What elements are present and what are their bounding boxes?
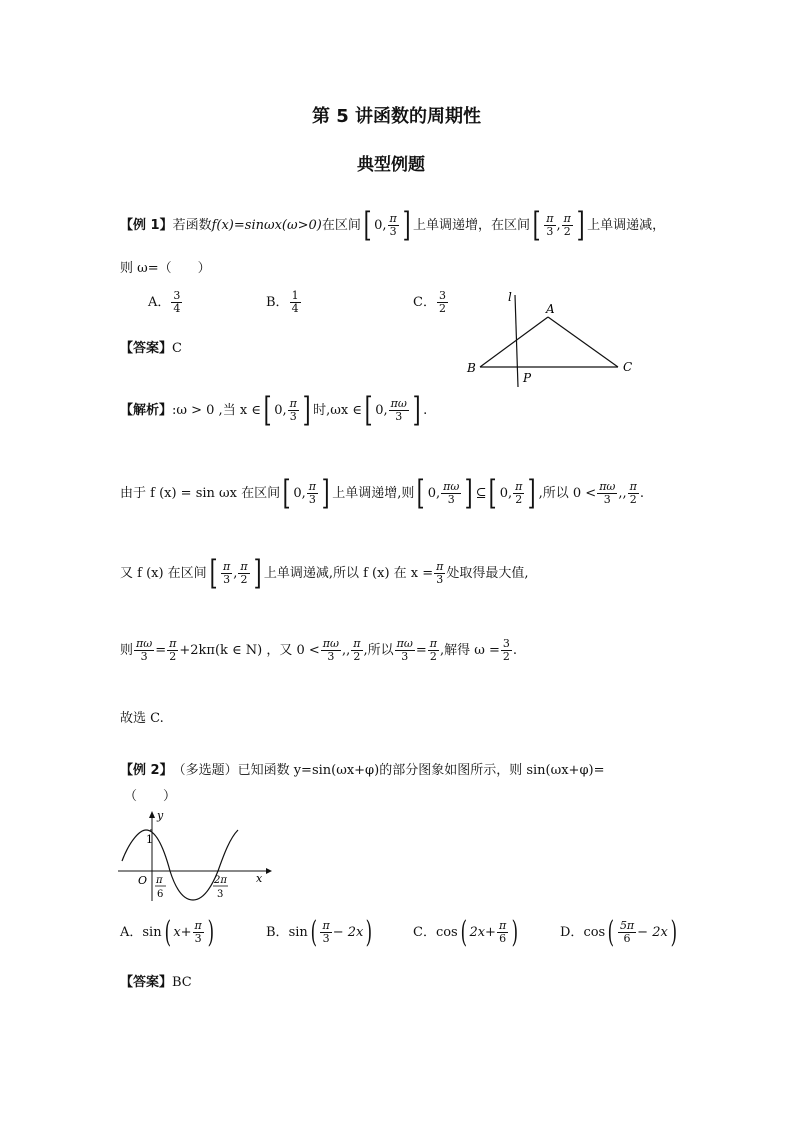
frac-num: π [308,480,317,493]
solution-text: 处取得最大值, [446,566,529,582]
frac-num: π [629,480,637,493]
frac-den: 3 [401,650,409,664]
bracket-right: ] [253,553,262,593]
option-label: A． [148,295,171,311]
option-post: − 2x [637,925,668,941]
frac-den: 2 [563,225,571,239]
option-label: A． [120,925,143,941]
solution-text: . [639,486,645,502]
frac-num: πω [390,397,407,410]
bracket-left: [ [364,390,373,430]
answer-tag: 【答案】 [120,341,173,356]
section-subtitle: 典型例题 [357,155,425,175]
solution-text: 又 f (x) 在区间 [120,566,207,582]
frac-num: π [194,919,202,932]
label-l: l [508,290,512,304]
example-1-question-line2: 则 ω=（ ） [120,261,211,276]
example-2-question-line2: （ ） [124,789,177,804]
frac-den: 2 [502,650,510,664]
q-text: （多选题）已知函数 y=sin(ωx+φ)的部分图象如图所示，则 sin(ωx+φ)= [172,763,605,778]
option-pre: x+ [173,925,192,941]
bracket-left: [ [209,553,218,593]
frac-num: πω [396,637,413,650]
y-axis-arrow [149,811,155,818]
fraction-piomega-3 [321,638,341,663]
frac-num: π [429,637,437,650]
solution-text: ,所以 0 < [538,486,597,502]
frac-den: 4 [173,302,181,316]
fraction-piomega-3 [134,638,154,663]
paren-right: ) [207,914,214,950]
option-fraction [618,920,636,945]
bracket-right: ] [402,205,411,245]
frac-den: 4 [291,302,299,316]
example-2-answer [120,976,192,989]
example-1-answer [120,342,182,355]
solution-text: ,所以 [363,643,394,659]
interval-zero: 0, [293,486,306,502]
frac-num: πω [443,480,460,493]
paren-right: ) [365,914,373,950]
frac-den: 2 [240,573,248,587]
label-p: P [523,371,532,385]
option-fraction [320,920,331,945]
label-y: y [157,809,164,822]
bracket-right: ] [321,473,330,513]
solution-text: 则 [120,643,134,659]
option-post: − 2x [332,925,364,941]
paren-right: ) [511,914,519,950]
frac-num: π [289,397,297,410]
solution-text: = [155,643,167,659]
solution-text: +2kπ(k ∈ N) ，又 0 < [179,643,320,659]
q-text-b: 在区间 [321,218,361,234]
frac-num: π [563,212,571,225]
q-text-a: 若函数 [172,218,212,234]
bracket-right: ] [464,473,473,513]
fraction-piomega-3 [597,481,617,506]
label-origin: O [138,874,148,887]
label-x: x [256,872,263,885]
option-fn: sin [142,925,162,941]
fraction-pi-3 [544,213,555,238]
option-a [148,290,183,315]
option-fraction [497,920,508,945]
solution-conclusion: 故选 C. [120,711,164,726]
solution-text: 时,ωx ∈ [313,403,362,419]
option-fraction [290,290,301,315]
frac-den: 3 [322,932,330,946]
example-1-tag: 【例 1】 [120,218,173,234]
frac-den: 2 [169,650,177,664]
solution-line-4 [120,638,517,663]
frac-num: π [546,212,554,225]
frac-den: 2 [438,302,446,316]
frac-num: 5π [619,919,635,932]
fraction-pi-2 [167,638,178,663]
fraction-piomega-3 [389,398,409,423]
frac-num: 3 [173,289,181,302]
fraction-piomega-3 [395,638,415,663]
option-b [266,914,375,950]
example-1-question [120,205,666,245]
label-2pi-over-3-den: 3 [217,889,224,900]
segment-ba [480,317,548,367]
frac-den: 3 [223,573,231,587]
paren-left: ( [310,914,317,950]
interval-zero: 0, [374,218,387,234]
frac-den: 3 [289,410,297,424]
option-c [413,290,449,315]
frac-den: 2 [515,493,523,507]
fraction-piomega-3 [441,481,461,506]
fraction-pi-2 [238,561,249,586]
interval-comma: , [233,566,238,582]
frac-den: 2 [429,650,437,664]
bracket-left: [ [417,473,426,513]
frac-den: 3 [395,410,403,424]
paren-left: ( [460,914,467,950]
solution-tag: 【解析】 [120,403,173,419]
answer-value: C [172,341,182,356]
option-label: D． [560,925,584,941]
page-title: 第 5 讲函数的周期性 [312,106,482,127]
fraction-pi-3 [434,561,445,586]
option-label: C． [413,295,436,311]
segment-ac [548,317,618,367]
fraction-pi-2 [628,481,639,506]
q-text-d: 上单调递减， [587,218,666,234]
fraction-pi-2 [351,638,362,663]
frac-den: 3 [603,493,611,507]
fraction-pi-3 [388,213,399,238]
triangle-figure [460,285,650,395]
option-label: B． [266,925,289,941]
frac-num: π [436,560,444,573]
interval-zero: 0, [274,403,287,419]
frac-num: π [389,212,397,225]
solution-text: . [512,643,518,659]
frac-num: π [515,480,523,493]
option-fraction [193,920,204,945]
frac-den: 3 [308,493,316,507]
frac-num: π [169,637,177,650]
frac-den: 3 [436,573,444,587]
frac-den: 3 [389,225,397,239]
interval-zero: 0, [427,486,441,502]
option-d [560,914,680,950]
frac-num: 1 [291,289,299,302]
option-fn: cos [435,925,458,941]
frac-den: 3 [327,650,335,664]
paren-left: ( [607,914,615,950]
solution-line-1 [120,390,428,430]
frac-den: 2 [353,650,361,664]
fraction-pi-2 [428,638,439,663]
sine-graph [118,808,278,904]
example-2-question [120,764,605,777]
label-c: C [623,360,633,374]
interval-comma: , [556,218,561,234]
bracket-left: [ [263,390,272,430]
bracket-left: [ [489,473,498,513]
answer-tag: 【答案】 [120,975,173,990]
bracket-left: [ [282,473,291,513]
option-fraction [171,290,182,315]
solution-text: 上单调递减,所以 f (x) 在 x = [263,566,434,582]
frac-num: πω [322,637,339,650]
fraction-pi-3 [288,398,299,423]
subset-symbol: ⊆ [475,486,487,502]
frac-den: 3 [447,493,455,507]
solution-line-2 [120,473,645,513]
option-c [413,914,521,950]
label-b: B [467,361,476,375]
option-fn: sin [288,925,308,941]
bracket-right: ] [528,473,536,513]
q-function: f(x)=sinωx(ω>0) [211,218,322,234]
fraction-pi-2 [513,481,524,506]
fraction-3-2 [501,638,512,663]
option-b [266,290,302,315]
frac-den: 2 [629,493,637,507]
solution-text: . [423,403,428,419]
label-pi-over-6-den: 6 [157,889,164,900]
bracket-right: ] [576,205,585,245]
interval-zero: 0, [499,486,513,502]
solution-text: :ω > 0 ,当 x ∈ [172,403,261,419]
frac-num: π [498,919,507,932]
bracket-right: ] [412,390,421,430]
fraction-pi-2 [562,213,573,238]
option-a [120,914,217,950]
solution-text: ,, [342,643,351,659]
answer-value: BC [172,975,192,990]
solution-text: = [415,643,427,659]
solution-text: 由于 f (x) = sin ωx 在区间 [120,486,281,502]
label-a: A [546,302,555,316]
q-text-c: 上单调递增，在区间 [413,218,531,234]
frac-num: πω [599,480,616,493]
bracket-left: [ [532,205,541,245]
frac-num: π [353,637,361,650]
option-fn: cos [583,925,606,941]
fraction-pi-3 [307,481,318,506]
paren-left: ( [164,914,171,950]
label-2pi-over-3-num: 2π [214,875,227,886]
interval-zero: 0, [375,403,388,419]
solution-line-3 [120,553,529,593]
frac-num: π [240,560,248,573]
fraction-pi-3 [221,561,232,586]
bracket-left: [ [363,205,372,245]
option-fraction [437,290,448,315]
option-pre: 2x+ [469,925,496,941]
label-pi-over-6-num: π [156,875,163,886]
solution-text: 上单调递增,则 [332,486,415,502]
frac-num: π [322,919,330,932]
x-axis-arrow [266,868,272,874]
frac-den: 3 [546,225,554,239]
option-label: C． [413,925,436,941]
frac-den: 6 [623,932,631,946]
frac-den: 3 [140,650,148,664]
frac-num: 3 [502,637,510,650]
frac-num: πω [136,637,153,650]
example-2-tag: 【例 2】 [120,763,173,778]
frac-den: 3 [194,932,202,946]
label-one: 1 [146,833,153,846]
frac-den: 6 [499,932,507,946]
bracket-right: ] [302,390,311,430]
option-label: B． [266,295,289,311]
paren-right: ) [670,914,677,950]
solution-text: ,解得 ω = [439,643,500,659]
solution-text: ,, [618,486,627,502]
frac-num: π [222,560,231,573]
frac-num: 3 [438,289,446,302]
